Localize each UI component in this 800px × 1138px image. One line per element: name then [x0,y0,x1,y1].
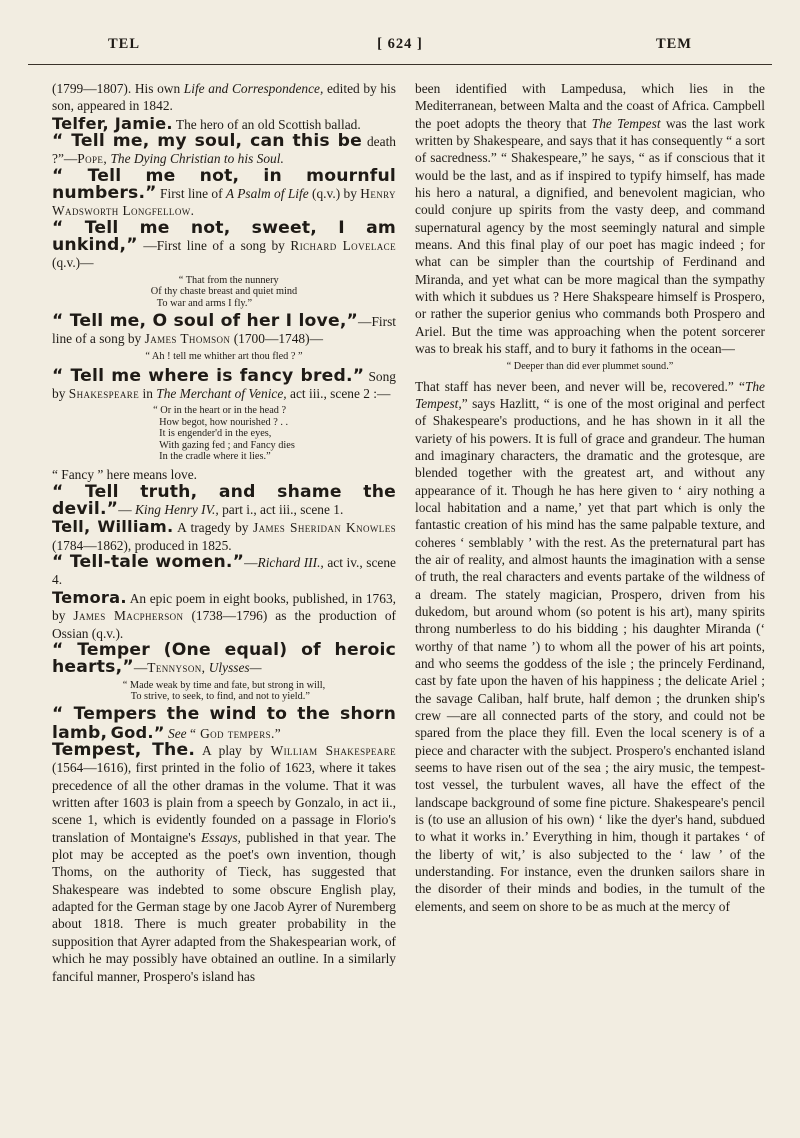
entry-tell-truth: “ Tell truth, and shame the devil.”— King Henry IV., part i., act iii., scene 1. [52,481,396,520]
entry-telfer: Telfer, Jamie. The hero of an old Scottish ballad. [52,113,361,133]
verse-quote: “ That from the nunnery Of thy chaste breast and quiet mind To war and arms I fly.” [150,274,298,309]
left-column [52,80,396,985]
entry-temora: Temora. An epic poem in eight books, published, in 1763, by James Macpherson (1738—1796) as the production of Ossian (q.v.). [52,587,396,641]
right-column [415,80,765,915]
entry-tell-me-o-soul: “ Tell me, O soul of her I love,”—First line of a song by James Thomson (1700—1748)— [52,311,396,347]
entry-fancy: “ Tell me where is fancy bred.” Song by Shakespeare in The Merchant of Venice, act iii., scene 2 :— [52,365,396,402]
entry-tempest: Tempest, The. A play by William Shakespeare (1564—1616), first printed in the folio of 1623, where it takes precedence of all the other dramas in the volume. That it was written after 1603 is plain from a speech by Gonzalo, in act ii., scene 1, which is evidently founded on a passage in Florio's translation of Montaigne's Essays, published in that year. The plot may be accepted as the poet's own invention, though Thoms, on the authority of Tieck, has suggested that Shakespeare was indebted to some obscure English play, adapted for the German stage by one Jacob Ayrer of Nuremberg about 1818. There is much greater probability in the supposition that Ayrer adapted from the Shakespearian work, of which he may possibly have obtained an outline. In a similarly fanciful manner, Prospero's island has [52,740,397,984]
headword: “ Temper (One equal) of heroic [52,639,396,660]
entry-fancy-note: “ Fancy ” here means love. [52,467,198,483]
running-header [28,36,772,62]
headword: Telfer, Jamie. [52,113,173,133]
verse-quote: “ Or in the heart or in the head ? How begot, how nourished ? . . It is engender'd in the eyes, With gazing fed ; and Fancy dies In the cradle where it lies.” [153,405,295,462]
verse-quote: “ Ah ! tell me whither art thou fled ? ” [145,350,303,362]
entry-tell-me-soul: “ Tell me, my soul, can this be death ?”—Pope, The Dying Christian to his Soul. [52,131,396,167]
headword: Tempest, The. [52,740,196,761]
entry-tempest-continued: been identified with Lampedusa, which lies in the Mediterranean, between Malta and the coast of Africa. Campbell the poet adopts the theory that The Tempest was the last work written by Shakespeare, and says that it has consequently “ a sort of sacredness.” “ Shakespeare,” he says, “ as if conscious that it would be the last, and as if inspired to typify himself, has made his hero a natural, a dignified, and benevolent magician, who could conjure up spirits from the vasty deep, and command supernatural agency by the most seemingly natural and simple means. And this final play of our poet has magic indeed ; for what can be simpler than the courtship of Ferdinand and Miranda, and yet what can be more magical than the sympathy with which it subdues us ? Here Shakspeare himself is Prospero, or rather the superior genius who commands both Prospero and Ariel. But the time was approaching when the potent sorcerer was to break his staff, and to bury it fathoms in the ocean— [415,81,766,357]
entry-tempers-wind: “ Tempers the wind to the shorn lamb, God.” See “ God tempers.” [52,704,396,743]
headword: “ Tell me where is fancy bred.” [52,365,365,386]
entry-tell-william: Tell, William. A tragedy by James Sheridan Knowles (1784—1862), produced in 1825. [52,517,397,553]
verse-quote: “ Made weak by time and fate, but strong in will, To strive, to seek, to find, and not to yield.” [122,679,326,702]
entry-tell-tale: “ Tell-tale women.”—Richard III., act iv., scene 4. [52,552,396,588]
headword: Tell, William. [52,517,174,537]
header-right-guide: TEM [655,36,692,52]
headword: “ Tell me, O soul of her I love,” [52,311,359,331]
header-rule [28,64,772,65]
headword: “ Tell truth, and shame the devil.” [52,481,396,520]
verse-quote: “ Deeper than did ever plummet sound.” [506,360,674,372]
entry-tempest-hazlitt: That staff has never been, and never will be, recovered.” “The Tempest,” says Hazlitt, “ is one of the most original and perfect of Shakespeare's productions, and he has shown in it all the variety of his powers. It is full of grace and grandeur. The human and imaginary characters, the dramatic and the grotesque, are blended together with the greatest art, and without any appearance of it. Though he has here given to ‘ airy nothing a local habitation and a name,’ yet that part which is only the fantastic creation of his mind has the same palpable texture, and coheres ‘ semblably ’ with the rest. As the preternatural part has the air of reality, and almost haunts the imagination with a sense of truth, the real characters and events partake of the wildness of a dream. The stately magician, Prospero, driven from his dukedom, but around whom (so potent is his art), many spirits throng numberless to do his bidding ; his daughter Miranda (‘ worthy of that name ’) to whom all the power of his art points, and who seems the goddess of the isle ; the princely Ferdinand, cast by fate upon the haven of his happiness ; the delicate Ariel ; the savage Caliban, half brute, half demon ; the drunken ship's crew —are all connected parts of the story, and could not be spared from the place they fill. Even the local scenery is of a piece and character with the subject. Prospero's enchanted island seems to have risen out of the sea ; the airy music, the tempest-tost vessel, the turbulent waves, all have the effect of the landscape background of some fine picture. Shakespeare's pencil is (to use an allusion of his own) ‘ like the dyer's hand, subdued to what it works in.’ Everything in him, though it partakes ‘ of the liberty of wit,’ is also subjected to the ‘ law ’ of the understanding. For instance, even the drunken sailors share in the disorder of their minds and bodies, in the tumult of the elements, and seem on shore to be as much at the mercy of [415,378,765,914]
entry-continuation: (1799—1807). His own Life and Correspondence, edited by his son, appeared in 1842. [52,81,396,114]
headword: “ Tempers the wind to the shorn lamb, [52,704,396,743]
headword: “ Tell me not, in mournful numbers.” [52,165,396,204]
headword: “ Tell me not, sweet, I am unkind,” [52,217,396,256]
entry-temper: “ Temper (One equal) of heroic hearts,”—Tennyson, Ulysses— [52,639,396,678]
header-left-guide: TEL [108,36,141,52]
headword: Temora. [52,587,127,607]
entry-tell-me-not-mournful: “ Tell me not, in mournful numbers.” First line of A Psalm of Life (q.v.) by Henry Wadsworth Longfellow. [52,165,396,219]
entry-tell-me-not-sweet: “ Tell me not, sweet, I am unkind,” —First line of a song by Richard Lovelace (q.v.)— [52,217,396,271]
page-number: [ 624 ] [377,36,423,52]
headword: “ Tell me, my soul, can this be [52,131,363,152]
headword: “ Tell-tale women.” [52,552,245,573]
